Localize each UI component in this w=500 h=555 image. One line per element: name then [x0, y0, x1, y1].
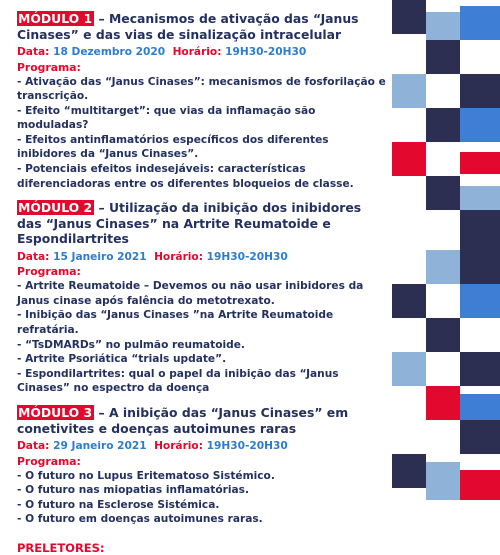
deco-square: [426, 40, 460, 74]
deco-square: [460, 108, 500, 142]
program-label: Programa:: [17, 454, 81, 468]
program-content: [17, 11, 389, 555]
program-item: - Espondilartrites: qual o papel da inibição das “Janus Cinases” no espectro da doença: [17, 367, 339, 395]
deco-square: [426, 318, 460, 352]
deco-square: [460, 74, 500, 108]
module-3: [17, 405, 389, 527]
speakers-heading: PRELETORES:: [17, 540, 105, 555]
program-item: - Potenciais efeitos indesejáveis: características diferenciadoras entre os diferentes bloqueios de classe.: [17, 163, 354, 190]
deco-square: [460, 352, 500, 386]
deco-square: [426, 250, 460, 284]
date-label: Data:: [17, 440, 50, 452]
program-item: - Efeitos antinflamatórios específicos dos diferentes inibidores da “Janus Cinases”.: [17, 133, 329, 161]
module-2: [17, 200, 389, 396]
program-item: - Ativação das “Janus Cinases”: mecanismos de fosforilação e transcrição.: [17, 75, 386, 103]
deco-square: [460, 394, 500, 420]
module-heading: [17, 11, 389, 42]
module-schedule: [17, 250, 389, 265]
deco-square: [460, 210, 500, 250]
module-title: – Mecanismos de ativação das “Janus Cinases” e das vias de sinalização intracelular: [17, 11, 359, 42]
deco-square: [426, 176, 460, 210]
program-list: [17, 75, 389, 192]
program-item: - Efeito “multitarget”: que vias da inflamação são moduladas?: [17, 104, 316, 132]
module-1: [17, 11, 389, 191]
date-label: Data:: [17, 250, 50, 263]
module-title: – Utilização da inibição dos inibidores das “Janus Cinases” na Artrite Reumatoide e Espondilartrites: [17, 200, 362, 247]
deco-square: [460, 318, 500, 352]
program-item: - “TsDMARDs” no pulmão reumatoide.: [17, 338, 245, 351]
time-label: Horário:: [154, 440, 203, 452]
program-list: [17, 279, 389, 396]
deco-square: [392, 284, 426, 318]
deco-square: [460, 420, 500, 454]
time-value: 19H30-20H30: [225, 46, 307, 58]
program-item: - O futuro nas miopatias inflamatórias.: [17, 484, 249, 497]
time-label: Horário:: [172, 46, 222, 58]
deco-square: [460, 152, 500, 174]
deco-square: [460, 284, 500, 318]
module-schedule: [17, 45, 389, 60]
program-item: - O futuro na Esclerose Sistémica.: [17, 498, 220, 511]
module-tag: MÓDULO 1: [18, 11, 93, 26]
program-item: - Artrite Reumatoide – Devemos ou não usar inibidores da Janus cinase após falência do metotrexato.: [17, 280, 364, 307]
deco-square: [392, 352, 426, 386]
deco-square: [392, 454, 426, 488]
deco-square: [426, 462, 460, 500]
deco-square: [460, 6, 500, 40]
deco-square: [426, 108, 460, 142]
module-title: – A inibição das “Janus Cinases” em conetivites e doenças autoimunes raras: [17, 405, 349, 436]
module-heading: [17, 405, 389, 436]
program-list: [17, 469, 389, 527]
program-item: - Inibição das “Janus Cinases ”na Artrite Reumatoide refratária.: [17, 309, 334, 337]
program-label: Programa:: [17, 265, 81, 279]
deco-square: [426, 386, 460, 420]
date-value: 18 Dezembro 2020: [53, 46, 166, 58]
deco-square: [460, 40, 500, 74]
module-tag: MÓDULO 2: [18, 200, 93, 216]
program-item: - O futuro no Lupus Eritematoso Sistémico.: [17, 469, 275, 482]
program-label: Programa:: [17, 60, 81, 74]
program-item: - Artrite Psoriática “trials update”.: [17, 353, 227, 366]
deco-square: [426, 12, 460, 40]
time-value: 19H30-20H30: [206, 250, 288, 263]
date-value: 29 Janeiro 2021: [53, 440, 147, 452]
deco-square: [392, 142, 426, 176]
module-tag: MÓDULO 3: [18, 405, 93, 420]
module-heading: [17, 200, 389, 247]
date-value: 15 Janeiro 2021: [53, 250, 147, 263]
deco-square: [392, 0, 426, 34]
date-label: Data:: [17, 46, 50, 58]
deco-square: [460, 470, 500, 500]
module-schedule: [17, 439, 389, 454]
deco-square: [460, 250, 500, 284]
time-label: Horário:: [154, 250, 203, 263]
time-value: 19H30-20H30: [206, 440, 288, 452]
deco-square: [460, 186, 500, 210]
deco-square: [392, 74, 426, 108]
program-item: - O futuro em doenças autoimunes raras.: [17, 513, 263, 526]
